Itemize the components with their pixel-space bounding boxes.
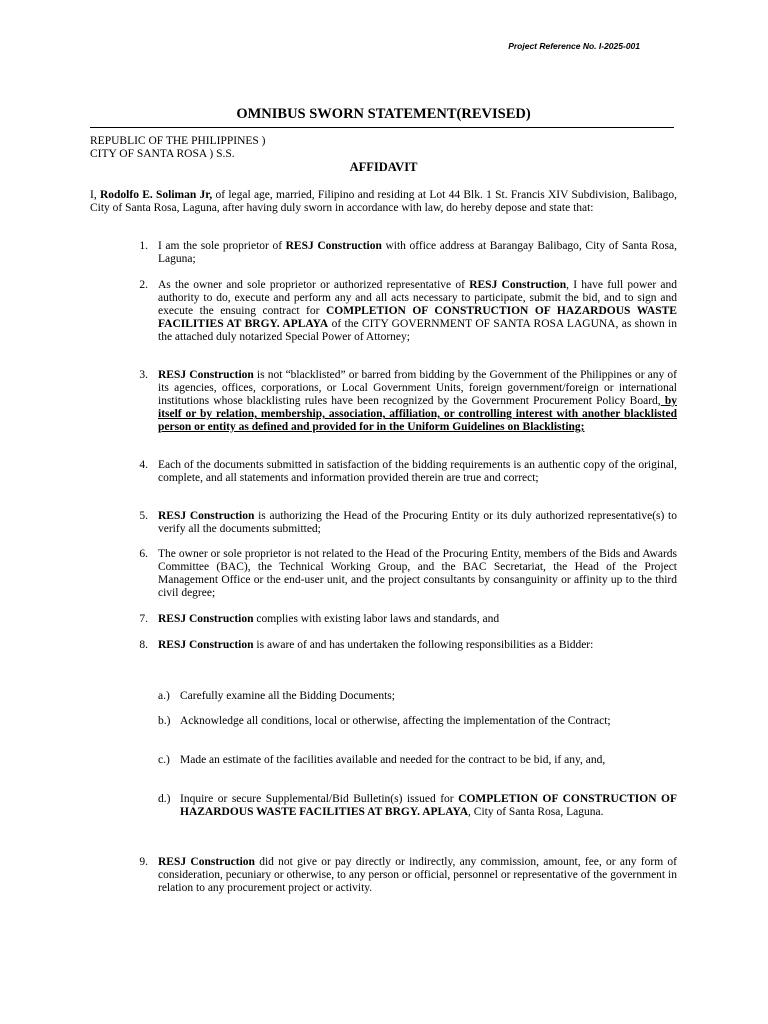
subitem-number: c.) <box>158 754 170 766</box>
subitem-text: Carefully examine all the Bidding Documents; <box>180 690 395 702</box>
responsibility-item-a <box>158 690 677 703</box>
subitem-text: Acknowledge all conditions, local or otherwise, affecting the implementation of the Contract; <box>180 715 611 727</box>
item-text: The owner or sole proprietor is not related to the Head of the Procuring Entity, members of the Bids and Awards Committee (BAC), the Technical Working Group, and the BAC Secretariat, the Head of the Project Management Office or the end-user unit, and the project consultants by consanguinity or affinity up to the third civil degree; <box>158 548 677 599</box>
venue-city: CITY OF SANTA ROSA ) S.S. <box>90 148 235 160</box>
statement-item-6 <box>130 548 677 600</box>
underlined-clause: by itself or by relation, membership, association, affiliation, or controlling interest with another blacklisted person or entity as defined and provided for in the Uniform Guidelines on Blacklisting; <box>158 395 677 433</box>
item-number: 5. <box>139 510 148 522</box>
intro-paragraph <box>90 189 677 215</box>
company-name: RESJ Construction <box>158 369 254 381</box>
item-text: As the owner and sole proprietor or authorized representative of <box>158 279 470 291</box>
company-name: RESJ Construction <box>158 613 254 625</box>
project-reference: Project Reference No. I-2025-001 <box>508 41 640 51</box>
responsibility-item-c <box>158 754 677 767</box>
item-number: 2. <box>139 279 148 291</box>
affidavit-heading: AFFIDAVIT <box>349 160 418 174</box>
title-rule <box>90 127 674 128</box>
item-number: 1. <box>139 240 148 252</box>
statement-item-7 <box>130 613 677 626</box>
statement-item-4 <box>130 459 677 485</box>
subitem-text: , City of Santa Rosa, Laguna. <box>468 806 604 818</box>
subitem-text: Inquire or secure Supplemental/Bid Bulletin(s) issued for <box>180 793 459 805</box>
subitem-text: Made an estimate of the facilities available and needed for the contract to be bid, if any, and, <box>180 754 606 766</box>
item-number: 4. <box>139 459 148 471</box>
item-number: 8. <box>139 639 148 651</box>
responsibility-item-d <box>158 793 677 819</box>
item-text: complies with existing labor laws and standards, and <box>253 613 500 625</box>
item-number: 3. <box>139 369 148 381</box>
statement-item-2 <box>130 279 677 344</box>
item-text: Each of the documents submitted in satisfaction of the bidding requirements is an authentic copy of the original, complete, and all statements and information provided therein are true and correct; <box>158 459 677 484</box>
project-name: COMPLETION OF CONSTRUCTION OF HAZARDOUS WASTE FACILITIES AT BRGY. APLAYA <box>158 305 677 330</box>
venue-republic: REPUBLIC OF THE PHILIPPINES ) <box>90 135 266 147</box>
company-name: RESJ Construction <box>158 510 255 522</box>
item-text: is aware of and has undertaken the following responsibilities as a Bidder: <box>253 639 594 651</box>
document-title: OMNIBUS SWORN STATEMENT(REVISED) <box>236 106 531 122</box>
item-text: with office address at Barangay Balibago, City of Santa Rosa, Laguna; <box>158 240 678 265</box>
item-number: 7. <box>139 613 148 625</box>
item-text: is not “blacklisted” or barred from bidding by the Government of the Philippines or any of its agencies, offices, corporations, or Local Government Units, foreign government/foreign or international institutions whose blacklisting rules have been recognized by the Government Procurement Policy Board, <box>158 369 678 407</box>
affiant-name: Rodolfo E. Soliman Jr, <box>99 189 213 201</box>
item-number: 6. <box>139 548 148 560</box>
responsibility-item-b <box>158 715 677 728</box>
company-name: RESJ Construction <box>285 240 382 252</box>
statement-item-5 <box>130 510 677 536</box>
company-name: RESJ Construction <box>158 856 255 868</box>
item-text: did not give or pay directly or indirectly, any commission, amount, fee, or any form of consideration, pecuniary or otherwise, to any person or official, personnel or representative of the government in relation to any procurement project or activity. <box>158 856 677 894</box>
subitem-number: b.) <box>158 715 171 727</box>
statement-item-8 <box>130 639 677 652</box>
subitem-number: a.) <box>158 690 170 702</box>
statement-item-1 <box>130 240 677 266</box>
item-text: , I have full power and authority to do, execute and perform any and all acts necessary to participate, submit the bid, and to sign and execute the ensuing contract for <box>158 279 677 317</box>
statement-item-3 <box>130 369 677 434</box>
project-name: COMPLETION OF CONSTRUCTION OF HAZARDOUS WASTE FACILITIES AT BRGY. APLAYA <box>180 793 678 818</box>
company-name: RESJ Construction <box>158 639 254 651</box>
item-text: of the CITY GOVERNMENT OF SANTA ROSA LAGUNA, as shown in the attached duly notarized Special Power of Attorney; <box>158 318 678 343</box>
subitem-number: d.) <box>158 793 171 805</box>
company-name: RESJ Construction <box>469 279 567 291</box>
intro-pre: I, <box>90 189 100 201</box>
item-number: 9. <box>139 856 148 868</box>
statement-item-9 <box>130 856 677 895</box>
item-text: is authorizing the Head of the Procuring Entity or its duly authorized representative(s) to verify all the documents submitted; <box>158 510 677 535</box>
item-text: I am the sole proprietor of <box>158 240 286 252</box>
intro-post: of legal age, married, Filipino and residing at Lot 44 Blk. 1 St. Francis XIV Subdivision, Balibago, City of Santa Rosa, Laguna, after having duly sworn in accordance with law, do hereby depose and state that: <box>90 189 677 214</box>
venue-header <box>90 135 266 161</box>
